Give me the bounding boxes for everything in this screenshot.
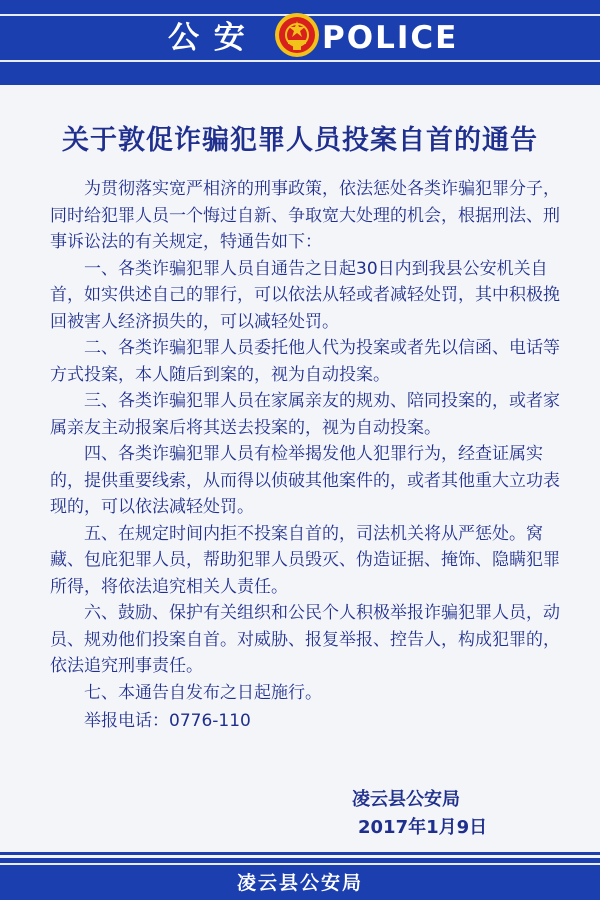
footer-issuer-text: 凌云县公安局 bbox=[236, 872, 363, 894]
header-gongan-text: 公 安 bbox=[168, 20, 247, 56]
issue-date: 2017年1月9日 bbox=[358, 817, 488, 838]
signature-block bbox=[352, 786, 552, 842]
notice-body bbox=[50, 176, 570, 735]
notice-paragraph-1: 一、各类诈骗犯罪人员自通告之日起30日内到我县公安机关自首，如实供述自己的罪行，可以依法从轻或者减轻处罚，其中积极挽回被害人经济损失的，可以减轻处罚。 bbox=[50, 258, 560, 332]
issuer-name: 凌云县公安局 bbox=[352, 789, 460, 810]
hotline-text: 举报电话：0776-110 bbox=[84, 711, 251, 731]
notice-paragraph-2: 二、各类诈骗犯罪人员委托他人代为投案或者先以信函、电话等方式投案，本人随后到案的，视为自动投案。 bbox=[50, 338, 560, 385]
notice-paragraph-3: 三、各类诈骗犯罪人员在家属亲友的规劝、陪同投案的，或者家属亲友主动报案后将其送去投案的，视为自动投案。 bbox=[50, 391, 560, 438]
header-divider bbox=[0, 82, 600, 85]
police-emblem-icon bbox=[274, 12, 320, 58]
footer-divider bbox=[0, 852, 600, 855]
header-banner bbox=[0, 0, 600, 82]
notice-paragraph-6: 六、鼓励、保护有关组织和公民个人积极举报诈骗犯罪人员，动员、规劝他们投案自首。对威胁、报复举报、控告人，构成犯罪的，依法追究刑事责任。 bbox=[50, 603, 560, 676]
footer-stripe bbox=[0, 863, 600, 865]
notice-paragraph-5: 五、在规定时间内拒不投案自首的，司法机关将从严惩处。窝藏、包庇犯罪人员，帮助犯罪人员毁灭、伪造证据、掩饰、隐瞒犯罪所得，将依法追究相关人责任。 bbox=[50, 523, 560, 597]
header-stripe-bottom bbox=[0, 60, 600, 62]
header-police-text: POLICE bbox=[322, 20, 459, 56]
notice-paragraph-intro: 为贯彻落实宽严相济的刑事政策，依法惩处各类诈骗犯罪分子，同时给犯罪人员一个悔过自新、争取宽大处理的机会，根据刑法、刑事诉讼法的有关规定，特通告如下： bbox=[50, 179, 560, 252]
footer-banner bbox=[0, 858, 600, 900]
notice-title: 关于敦促诈骗犯罪人员投案自首的通告 bbox=[62, 125, 538, 156]
notice-paragraph-7: 七、本通告自发布之日起施行。 bbox=[84, 682, 322, 703]
notice-paragraph-4: 四、各类诈骗犯罪人员有检举揭发他人犯罪行为，经查证属实的，提供重要线索，从而得以侦破其他案件的，或者其他重大立功表现的，可以依法减轻处罚。 bbox=[50, 444, 560, 517]
